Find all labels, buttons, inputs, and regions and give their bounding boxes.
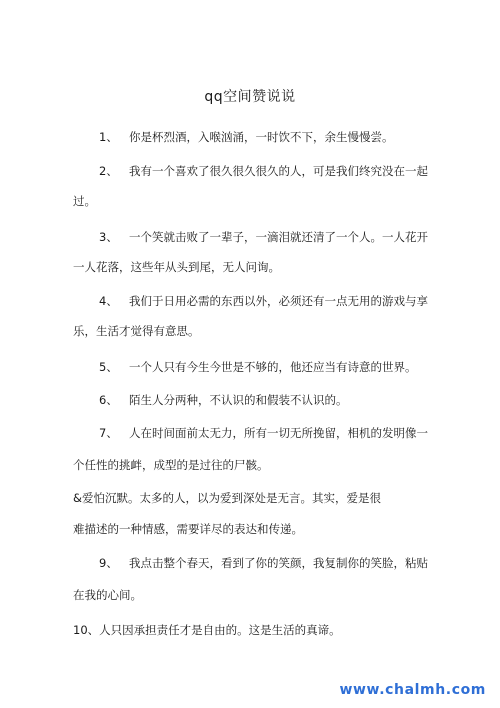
item-1-line-1 [73, 130, 433, 144]
item-9-line-2 [73, 588, 433, 602]
watermark-url: www.chalmh.com [339, 682, 486, 698]
item-6-line-1 [73, 393, 433, 407]
item-10-number: 10、 [73, 623, 100, 637]
item-3-text-2: 一人花落，这些年从头到尾，无人问询。 [73, 260, 280, 274]
item-8-line-2 [73, 522, 433, 536]
item-2-text-2: 过。 [73, 194, 96, 208]
item-9-number: 9、 [99, 556, 118, 570]
item-2-text-1: 我有一个喜欢了很久很久很久的人，可是我们终究没在一起 [129, 164, 428, 178]
item-8-text-1: &爱怕沉默。太多的人，以为爱到深处是无言。其实，爱是很 [73, 491, 381, 505]
item-5-number: 5、 [99, 360, 118, 374]
item-5-line-1 [73, 360, 433, 374]
item-7-number: 7、 [99, 426, 118, 440]
item-9-text-2: 在我的心间。 [73, 588, 142, 602]
item-7-text-2: 个任性的挑衅，成型的是过往的尸骸。 [73, 458, 269, 472]
item-7-line-2 [73, 458, 433, 472]
item-6-text: 陌生人分两种，不认识的和假装不认识的。 [129, 393, 348, 407]
item-3-line-2 [73, 260, 433, 274]
item-1-text: 你是杯烈酒，入喉汹涌，一时饮不下，余生慢慢尝。 [129, 130, 394, 144]
item-3-line-1 [73, 230, 433, 244]
item-4-line-2 [73, 324, 433, 338]
item-4-line-1 [73, 294, 433, 308]
item-3-number: 3、 [99, 230, 118, 244]
item-2-line-1 [73, 164, 433, 178]
item-9-text-1: 我点击整个春天，看到了你的笑颜，我复制你的笑脸，粘贴 [129, 556, 428, 570]
item-7-text-1: 人在时间面前太无力，所有一切无所挽留，相机的发明像一 [129, 426, 428, 440]
item-1-number: 1、 [99, 130, 118, 144]
item-10-text: 人只因承担责任才是自由的。这是生活的真谛。 [99, 623, 341, 637]
document-title: qq空间赞说说 [204, 89, 296, 105]
item-3-text-1: 一个笑就击败了一辈子，一滴泪就还清了一个人。一人花开 [129, 230, 428, 244]
item-2-number: 2、 [99, 164, 118, 178]
item-6-number: 6、 [99, 393, 118, 407]
item-4-number: 4、 [99, 294, 118, 308]
item-2-line-2 [73, 194, 433, 208]
item-8-line-1 [73, 491, 433, 505]
item-4-text-2: 乐，生活才觉得有意思。 [73, 324, 200, 338]
item-9-line-1 [73, 556, 433, 570]
item-5-text: 一个人只有今生今世是不够的，他还应当有诗意的世界。 [129, 360, 417, 374]
item-8-text-2: 难描述的一种情感，需要详尽的表达和传递。 [73, 522, 303, 536]
item-10-line-1 [73, 623, 433, 637]
item-4-text-1: 我们于日用必需的东西以外，必须还有一点无用的游戏与享 [129, 294, 428, 308]
item-7-line-1 [73, 426, 433, 440]
